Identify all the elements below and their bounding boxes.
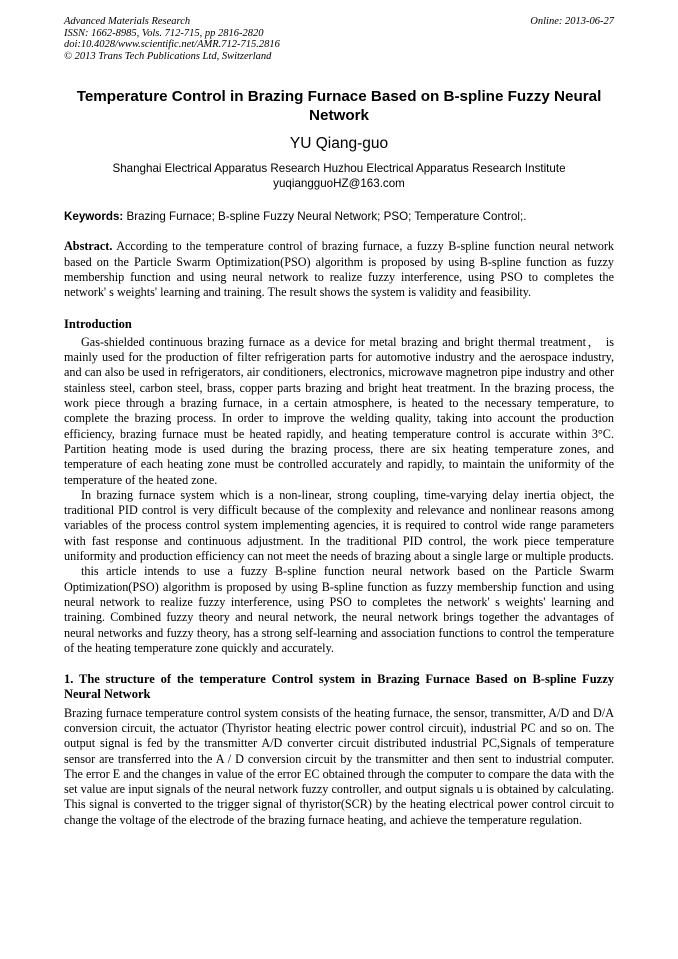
keywords-text: Brazing Furnace; B-spline Fuzzy Neural Network; PSO; Temperature Control;. bbox=[126, 210, 527, 224]
online-date: Online: 2013-06-27 bbox=[530, 16, 614, 27]
intro-paragraph-1: Gas-shielded continuous brazing furnace as a device for metal brazing and bright thermal treatment， is mainly used for the production of filter refrigeration parts for automotive industry and the aerospace industry, and can also be used in refrigerators, air conditioners, electronics, microwave magnetron pipe industry and other stainless steel, carbon steel, brass, copper parts brazing and bright heat treatment. In the brazing process, the work piece through a brazing furnace, in a certain atmosphere, is heated to the necessary temperature, to complete the brazing process. In order to improve the welding quality, taking into account the production efficiency, brazing furnace must be heated rapidly, and heating temperature control is accurate within 3°C. Partition heating mode is used during the brazing process, there are six heating temperature zones, and temperature of each heating zone must be controlled accurately and rapidly, to maintain the uniformity of the temperature of the heated zone. bbox=[64, 334, 614, 487]
doi-line: doi:10.4028/www.scientific.net/AMR.712-715.2816 bbox=[64, 39, 280, 51]
author-email: yuqiangguoHZ@163.com bbox=[273, 177, 405, 191]
abstract-label: Abstract. bbox=[64, 239, 113, 254]
affiliation: Shanghai Electrical Apparatus Research Huzhou Electrical Apparatus Research Institute bbox=[112, 162, 566, 176]
journal-header bbox=[64, 16, 614, 62]
intro-paragraph-3: this article intends to use a fuzzy B-spline function neural network based on the Particle Swarm Optimization(PSO) algorithm is proposed by using B-spline function as fuzzy membership function and using neural network to realize fuzzy interference, using PSO to completes the network' s weights' learning and training. Combined fuzzy theory and neural network, the neural network brings together the advantages of neural networks and fuzzy theory, has a strong self-learning and association functions to control the temperature of the heating temperature zone quickly and accurately. bbox=[64, 564, 614, 655]
issn-line: ISSN: 1662-8985, Vols. 712-715, pp 2816-2820 bbox=[64, 27, 264, 39]
copyright-line: © 2013 Trans Tech Publications Ltd, Switzerland bbox=[64, 50, 272, 62]
abstract bbox=[64, 239, 614, 300]
section-1-paragraph: Brazing furnace temperature control system consists of the heating furnace, the sensor, transmitter, A/D and D/A conversion circuit, the actuator (Thyristor heating electric power control circuit), industrial PC and so on. The output signal is fed by the transmitter A/D converter circuit distributed industrial PC,Signals of temperature sensor are transferred into the A / D conversion circuit by the transmitter and then sent to industrial computer. The error E and the changes in value of the error EC obtained through the computer to compare the data with the set value are input signals of the neural network fuzzy controller, and output signals u is obtained by calculating. This signal is converted to the trigger signal of thyristor(SCR) by the heating electrical power control circuit to change the voltage of the electrode of the brazing furnace heating, and achieve the temperature regulation. bbox=[64, 705, 614, 827]
paper-title: Temperature Control in Brazing Furnace Based on B-spline Fuzzy Neural Network bbox=[76, 88, 602, 125]
intro-paragraph-2: In brazing furnace system which is a non-linear, strong coupling, time-varying delay inertia object, the traditional PID control is very difficult because of the complexity and relevance and nonlinear reasons among variables of the process control system implementing agencies, it is required to control wide range parameters with fast response and continuous adjustment. In the traditional PID control, the work piece temperature uniformity and production efficiency can not meet the needs of brazing about a single large or multiple products. bbox=[64, 487, 614, 564]
section-1-heading: 1. The structure of the temperature Control system in Brazing Furnace Based on B-spline Fuzzy Neural Network bbox=[64, 672, 614, 702]
keywords-label: Keywords: bbox=[64, 210, 124, 224]
journal-name: Advanced Materials Research bbox=[64, 16, 191, 27]
keywords bbox=[64, 209, 614, 224]
introduction-heading: Introduction bbox=[64, 316, 132, 331]
author-name: YU Qiang-guo bbox=[289, 135, 389, 153]
abstract-text: According to the temperature control of brazing furnace, a fuzzy B-spline function neural network based on the Particle Swarm Optimization(PSO) algorithm is proposed by using B-spline function as fuzzy membership function and using neural network to realize fuzzy interference, using PSO to completes the network' s weights' learning and training. The result shows the system is validity and feasibility. bbox=[64, 239, 615, 300]
